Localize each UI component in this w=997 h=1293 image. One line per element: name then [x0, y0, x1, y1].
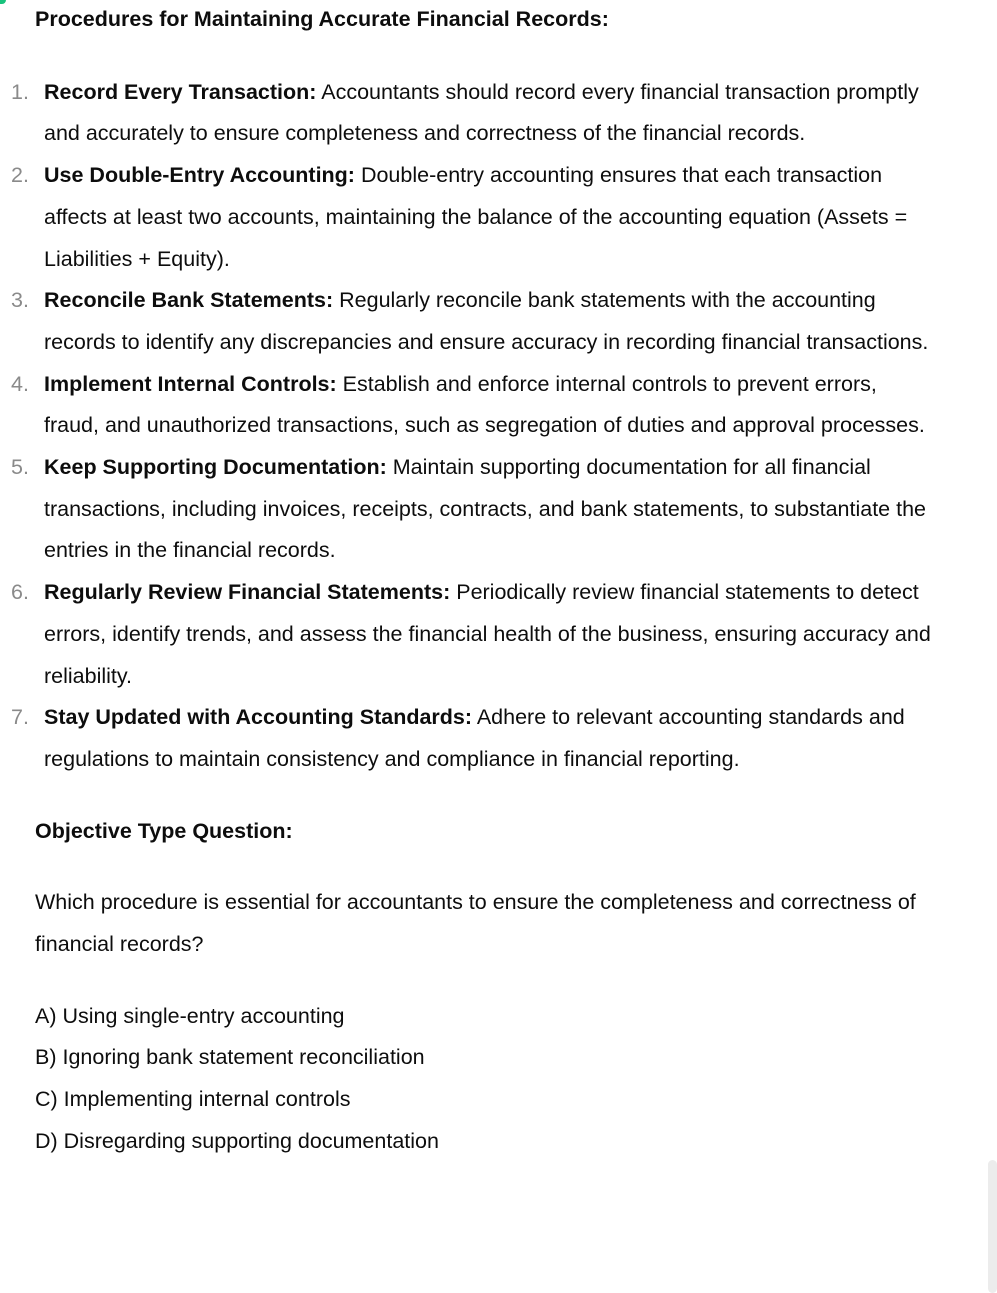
option-a: A) Using single-entry accounting: [35, 1003, 345, 1028]
procedure-title: Record Every Transaction:: [44, 79, 317, 104]
answer-options: [35, 996, 935, 1163]
status-indicator: [0, 0, 6, 4]
option-b: B) Ignoring bank statement reconciliation: [35, 1045, 425, 1070]
procedure-text: Accountants should record every financial transaction promptly and accurately to ensure completeness and correctness of the financial records.: [44, 79, 919, 146]
procedure-text: Establish and enforce internal controls to prevent errors, fraud, and unauthorized transactions, such as segregation of duties and approval processes.: [44, 371, 925, 438]
procedure-text: Double-entry accounting ensures that each transaction affects at least two accounts, maintaining the balance of the accounting equation (Assets = Liabilities + Equity).: [44, 163, 908, 271]
procedure-item-3: [11, 280, 935, 363]
message-content: [11, 0, 935, 1163]
procedure-title: Use Double-Entry Accounting:: [44, 163, 355, 188]
procedure-list: [11, 72, 935, 781]
procedure-number: 4.: [11, 371, 29, 396]
procedure-item-6: [11, 572, 935, 697]
procedure-item-2: [11, 155, 935, 280]
procedure-number: 2.: [11, 163, 29, 188]
question-heading: Objective Type Question:: [35, 818, 293, 843]
procedure-text: Regularly reconcile bank statements with the accounting records to identify any discrepancies and ensure accuracy in recording financial transactions.: [44, 288, 929, 354]
scrollbar-thumb[interactable]: [988, 1160, 997, 1293]
procedure-number: 3.: [11, 288, 29, 313]
procedure-title: Reconcile Bank Statements:: [44, 288, 334, 313]
procedure-text: Maintain supporting documentation for all financial transactions, including invoices, receipts, contracts, and bank statements, to substantiate the entries in the financial records.: [44, 455, 926, 563]
procedure-item-5: [11, 447, 935, 572]
procedure-item-1: [11, 72, 935, 155]
procedure-number: 1.: [11, 79, 29, 104]
option-d: D) Disregarding supporting documentation: [35, 1128, 439, 1153]
procedure-number: 5.: [11, 455, 29, 480]
option-c: C) Implementing internal controls: [35, 1087, 351, 1112]
procedure-title: Keep Supporting Documentation:: [44, 455, 387, 480]
procedure-item-7: [11, 697, 935, 780]
procedure-title: Implement Internal Controls:: [44, 371, 337, 396]
procedure-text: Adhere to relevant accounting standards and regulations to maintain consistency and compliance in financial reporting.: [44, 705, 905, 771]
procedure-title: Regularly Review Financial Statements:: [44, 580, 451, 605]
question-text: Which procedure is essential for accountants to ensure the completeness and correctness of financial records?: [35, 890, 916, 957]
procedure-number: 7.: [11, 705, 29, 730]
section-heading: Procedures for Maintaining Accurate Financial Records:: [35, 7, 609, 31]
procedure-number: 6.: [11, 580, 29, 605]
procedure-item-4: [11, 364, 935, 447]
procedure-title: Stay Updated with Accounting Standards:: [44, 705, 473, 730]
procedure-text: Periodically review financial statements to detect errors, identify trends, and assess the financial health of the business, ensuring accuracy and reliability.: [44, 580, 931, 688]
